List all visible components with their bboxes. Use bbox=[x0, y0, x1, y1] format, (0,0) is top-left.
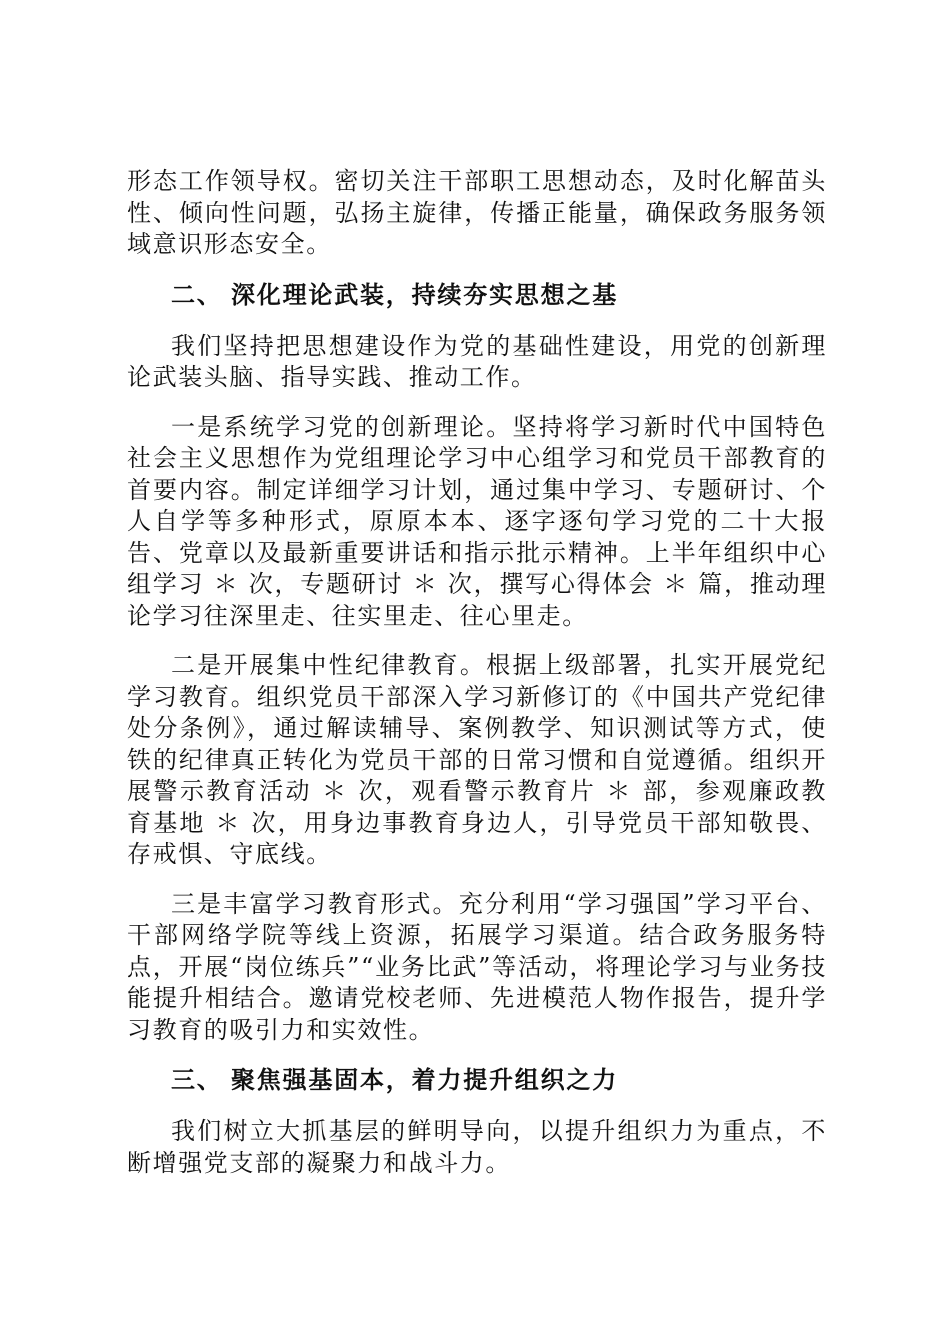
section-heading-2 bbox=[127, 279, 827, 311]
paragraph-continuation: 形态工作领导权。密切关注干部职工思想动态，及时化解苗头性、倾向性问题，弘扬主旋律，传播正能量，确保政务服务领域意识形态安全。 bbox=[127, 167, 827, 258]
document-page bbox=[127, 166, 827, 1197]
paragraph-theory-study: 一是系统学习党的创新理论。坚持将学习新时代中国特色社会主义思想作为党组理论学习中心组学习和党员干部教育的首要内容。制定详细学习计划，通过集中学习、专题研讨、个人自学等多种形式，原原本本、逐字逐句学习党的二十大报告、党章以及最新重要讲话和指示批示精神。上半年组织中心组学习 ＊ 次，专题研讨 ＊ 次，撰写心得体会 ＊ 篇，推动理论学习往深里走、往实里走、往心里走。 bbox=[127, 412, 827, 630]
section-title: 聚焦强基固本，着力提升组织之力 bbox=[231, 1066, 618, 1094]
paragraph-discipline-education: 二是开展集中性纪律教育。根据上级部署，扎实开展党纪学习教育。组织党员干部深入学习新修订的《中国共产党纪律处分条例》，通过解读辅导、案例教学、知识测试等方式，使铁的纪律真正转化为党员干部的日常习惯和自觉遵循。组织开展警示教育活动 ＊ 次，观看警示教育片 ＊ 部，参观廉政教育基地 ＊ 次，用身边事教育身边人，引导党员干部知敬畏、存戒惧、守底线。 bbox=[127, 651, 827, 868]
section-number: 二、 bbox=[171, 280, 223, 309]
paragraph-intro-2: 我们坚持把思想建设作为党的基础性建设，用党的创新理论武装头脑、指导实践、推动工作。 bbox=[127, 331, 827, 391]
section-heading-3 bbox=[127, 1064, 827, 1096]
paragraph-learning-forms: 三是丰富学习教育形式。充分利用“学习强国”学习平台、干部网络学院等线上资源，拓展学习渠道。结合政务服务特点，开展“岗位练兵”“业务比武”等活动，将理论学习与业务技能提升相结合。邀请党校老师、先进模范人物作报告，提升学习教育的吸引力和实效性。 bbox=[127, 889, 827, 1044]
section-title: 深化理论武装，持续夯实思想之基 bbox=[231, 280, 618, 309]
paragraph-intro-3: 我们树立大抓基层的鲜明导向，以提升组织力为重点，不断增强党支部的凝聚力和战斗力。 bbox=[127, 1117, 827, 1177]
section-number: 三、 bbox=[171, 1066, 223, 1094]
